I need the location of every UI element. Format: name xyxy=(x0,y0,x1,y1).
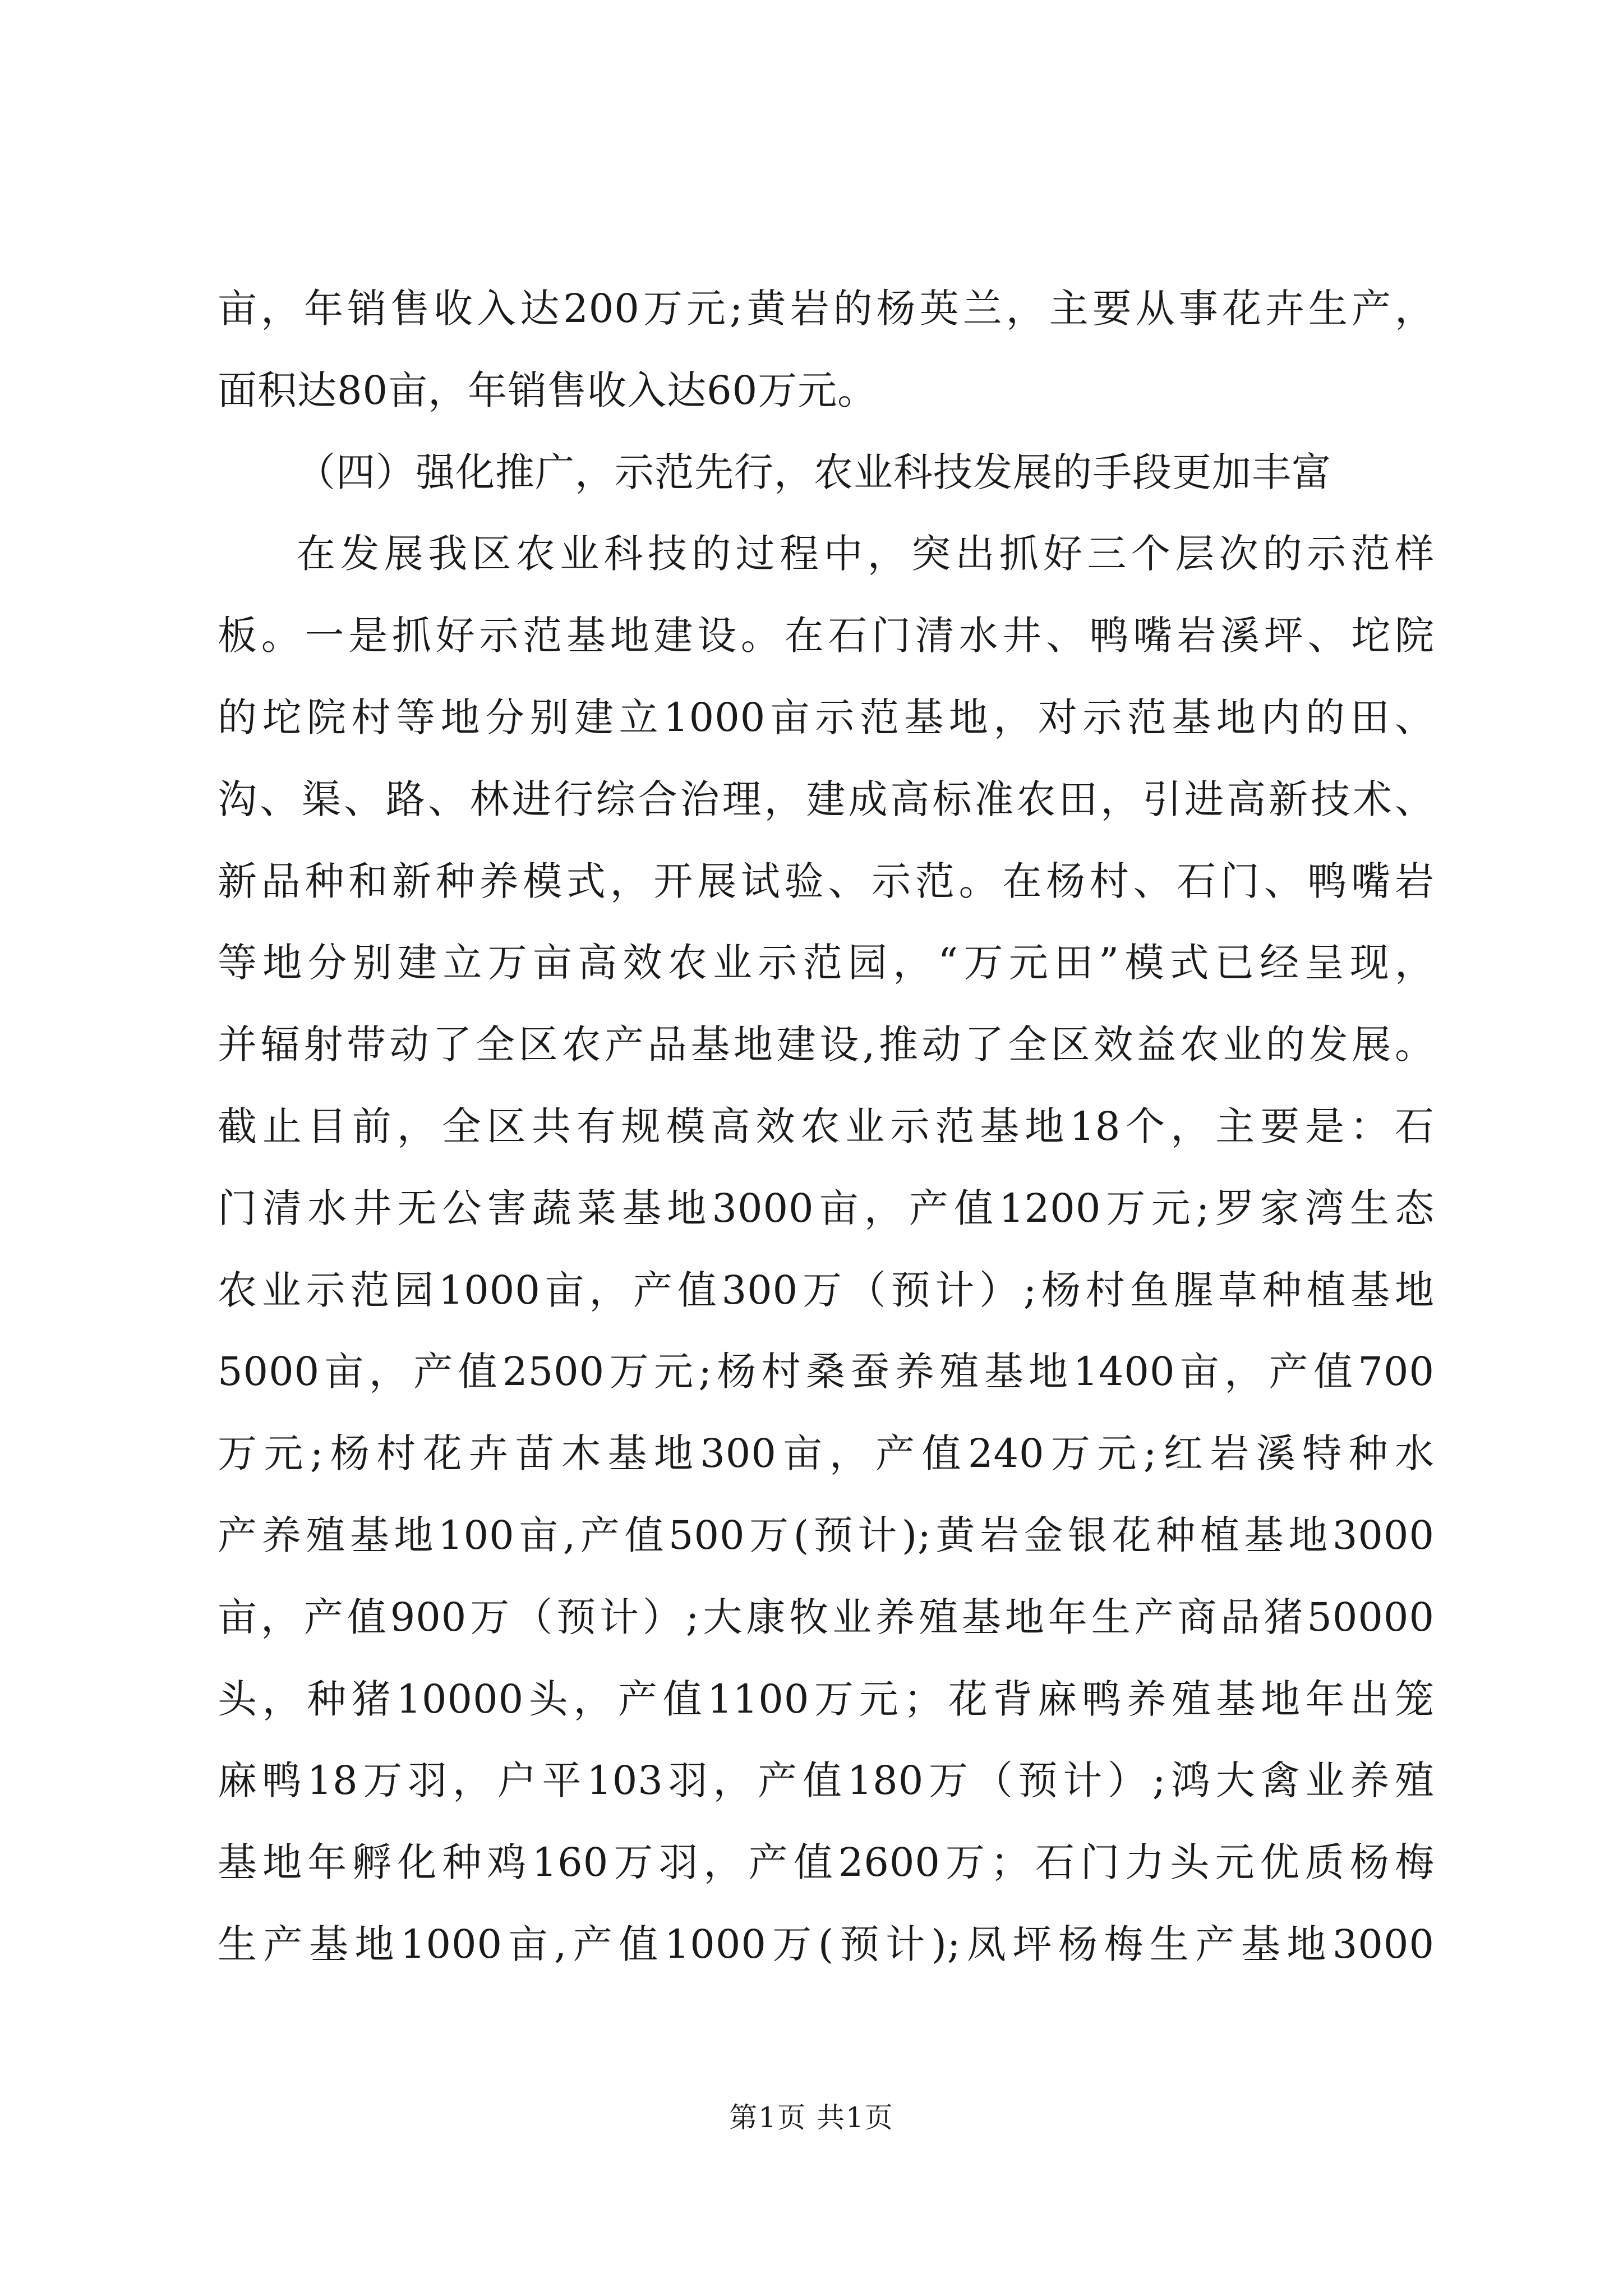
text-line: 并辐射带动了全区农产品基地建设,推动了全区效益农业的发展。 xyxy=(218,1022,1435,1068)
text-line: 5000亩，产值2500万元;杨村桑蚕养殖基地1400亩，产值700 xyxy=(218,1349,1435,1395)
text-line: 门清水井无公害蔬菜基地3000亩，产值1200万元;罗家湾生态 xyxy=(218,1185,1435,1231)
text-line: 麻鸭18万羽，户平103羽，产值180万（预计）;鸿大禽业养殖 xyxy=(218,1757,1435,1804)
text-line: 基地年孵化种鸡160万羽，产值2600万；石门力头元优质杨梅 xyxy=(218,1839,1435,1886)
text-line: 沟、渠、路、林进行综合治理，建成高标准农田，引进高新技术、 xyxy=(218,776,1435,822)
text-line: 万元;杨村花卉苗木基地300亩，产值240万元;红岩溪特种水 xyxy=(218,1430,1435,1477)
text-line: 亩，年销售收入达200万元;黄岩的杨英兰，主要从事花卉生产， xyxy=(218,286,1435,332)
paragraph-first-line: 在发展我区农业科技的过程中，突出抓好三个层次的示范样 xyxy=(296,531,1435,577)
text-line: 生产基地1000亩,产值1000万(预计);凤坪杨梅生产基地3000 xyxy=(218,1921,1435,1967)
text-line: 亩，产值900万（预计）;大康牧业养殖基地年生产商品猪50000 xyxy=(218,1594,1435,1640)
section-heading: （四）强化推广，示范先行，农业科技发展的手段更加丰富 xyxy=(296,449,1331,495)
text-line: 新品种和新种养模式，开展试验、示范。在杨村、石门、鸭嘴岩 xyxy=(218,858,1435,904)
text-line: 面积达80亩，年销售收入达60万元。 xyxy=(218,367,878,413)
text-line: 农业示范园1000亩，产值300万（预计）;杨村鱼腥草种植基地 xyxy=(218,1267,1435,1313)
text-line: 板。一是抓好示范基地建设。在石门清水井、鸭嘴岩溪坪、坨院 xyxy=(218,613,1435,659)
text-line: 产养殖基地100亩,产值500万(预计);黄岩金银花种植基地3000 xyxy=(218,1512,1435,1558)
text-line: 等地分别建立万亩高效农业示范园，“万元田”模式已经呈现， xyxy=(218,940,1435,986)
page-footer xyxy=(0,2101,1623,2134)
text-line: 截止目前，全区共有规模高效农业示范基地18个，主要是：石 xyxy=(218,1103,1435,1149)
text-line: 的坨院村等地分别建立1000亩示范基地，对示范基地内的田、 xyxy=(218,694,1435,740)
text-line: 头，种猪10000头，产值1100万元；花背麻鸭养殖基地年出笼 xyxy=(218,1676,1435,1722)
page-number-label: 第1页 共1页 xyxy=(729,2101,894,2134)
body-text xyxy=(218,268,1435,1986)
